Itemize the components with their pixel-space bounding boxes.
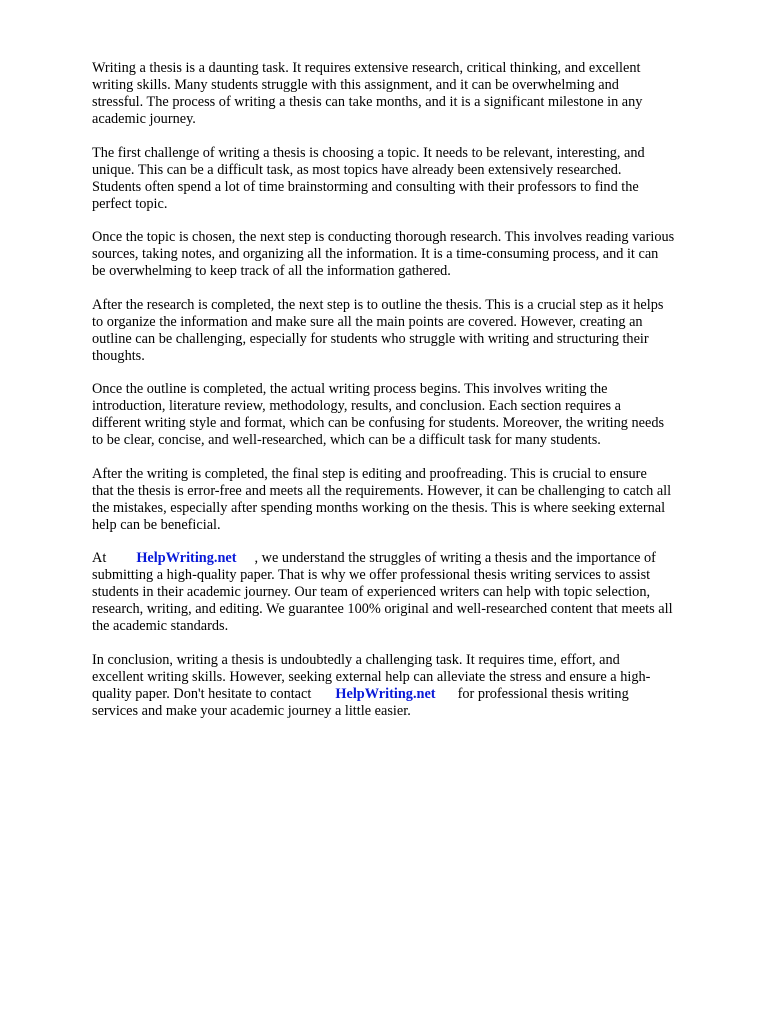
text-line: to organize the information and make sure all the main points are covered. However, creating an xyxy=(92,313,643,330)
text-line: excellent writing skills. However, seeking external help can alleviate the stress and ensure a high- xyxy=(92,668,651,685)
text-line: perfect topic. xyxy=(92,195,168,212)
conclusion-line3-rest: for professional thesis writing xyxy=(457,685,629,702)
text-line xyxy=(92,686,728,703)
text-line xyxy=(92,550,728,567)
text-line: stressful. The process of writing a thesis can take months, and it is a significant milestone in any xyxy=(92,94,643,110)
text-line: submitting a high-quality paper. That is why we offer professional thesis writing services to assist xyxy=(92,567,651,583)
text-line: thoughts. xyxy=(92,347,145,364)
text-line: the mistakes, especially after spending months working on the thesis. This is where seeking external xyxy=(92,499,666,516)
paragraph-writing xyxy=(92,381,728,449)
text-line: to be clear, concise, and well-researched, which can be a difficult task for many students. xyxy=(92,432,601,448)
text-line: Students often spend a lot of time brainstorming and consulting with their professors to find the xyxy=(92,178,639,195)
text-line: The first challenge of writing a thesis is choosing a topic. It needs to be relevant, interesting, and xyxy=(92,144,645,161)
conclusion-line3-lead: quality paper. Don't hesitate to contact xyxy=(92,685,312,702)
paragraph-outline xyxy=(92,297,728,365)
text-line: After the writing is completed, the final step is editing and proofreading. This is crucial to ensure xyxy=(92,465,647,482)
document-body xyxy=(92,60,728,736)
text-line: writing skills. Many students struggle with this assignment, and it can be overwhelming and xyxy=(92,77,619,93)
paragraph-editing xyxy=(92,466,728,534)
text-line: unique. This can be a difficult task, as most topics have already been extensively researched. xyxy=(92,161,622,178)
text-line: the academic standards. xyxy=(92,618,229,634)
text-line: Once the outline is completed, the actual writing process begins. This involves writing the xyxy=(92,381,608,397)
paragraph-conclusion xyxy=(92,652,728,720)
text-line: help can be beneficial. xyxy=(92,516,221,533)
text-line: Writing a thesis is a daunting task. It requires extensive research, critical thinking, and excellent xyxy=(92,60,641,76)
text-line: introduction, literature review, methodology, results, and conclusion. Each section requires a xyxy=(92,398,621,414)
paragraph-promo xyxy=(92,550,728,635)
text-line: Once the topic is chosen, the next step is conducting thorough research. This involves reading various xyxy=(92,229,675,245)
text-line: In conclusion, writing a thesis is undoubtedly a challenging task. It requires time, effort, and xyxy=(92,651,620,668)
promo-lead-text: At xyxy=(92,550,107,566)
text-line: sources, taking notes, and organizing all the information. It is a time-consuming process, and it can xyxy=(92,246,659,262)
text-line: After the research is completed, the next step is to outline the thesis. This is a crucial step as it helps xyxy=(92,296,664,313)
paragraph-topic xyxy=(92,145,728,213)
text-line: that the thesis is error-free and meets all the requirements. However, it can be challenging to catch all xyxy=(92,482,672,499)
helpwriting-link[interactable]: HelpWriting.net xyxy=(335,685,436,702)
text-line: academic journey. xyxy=(92,111,196,127)
helpwriting-link[interactable]: HelpWriting.net xyxy=(136,550,237,566)
paragraph-intro xyxy=(92,60,728,128)
paragraph-research xyxy=(92,229,728,280)
promo-line1-rest: , we understand the struggles of writing a thesis and the importance of xyxy=(254,550,656,566)
text-line: outline can be challenging, especially for students who struggle with writing and structuring their xyxy=(92,330,649,347)
text-line: services and make your academic journey a little easier. xyxy=(92,702,411,719)
text-line: different writing style and format, which can be confusing for students. Moreover, the writing needs xyxy=(92,415,665,431)
text-line: research, writing, and editing. We guarantee 100% original and well-researched content that meets all xyxy=(92,601,673,617)
text-line: be overwhelming to keep track of all the information gathered. xyxy=(92,263,451,279)
text-line: students in their academic journey. Our team of experienced writers can help with topic selection, xyxy=(92,584,651,600)
